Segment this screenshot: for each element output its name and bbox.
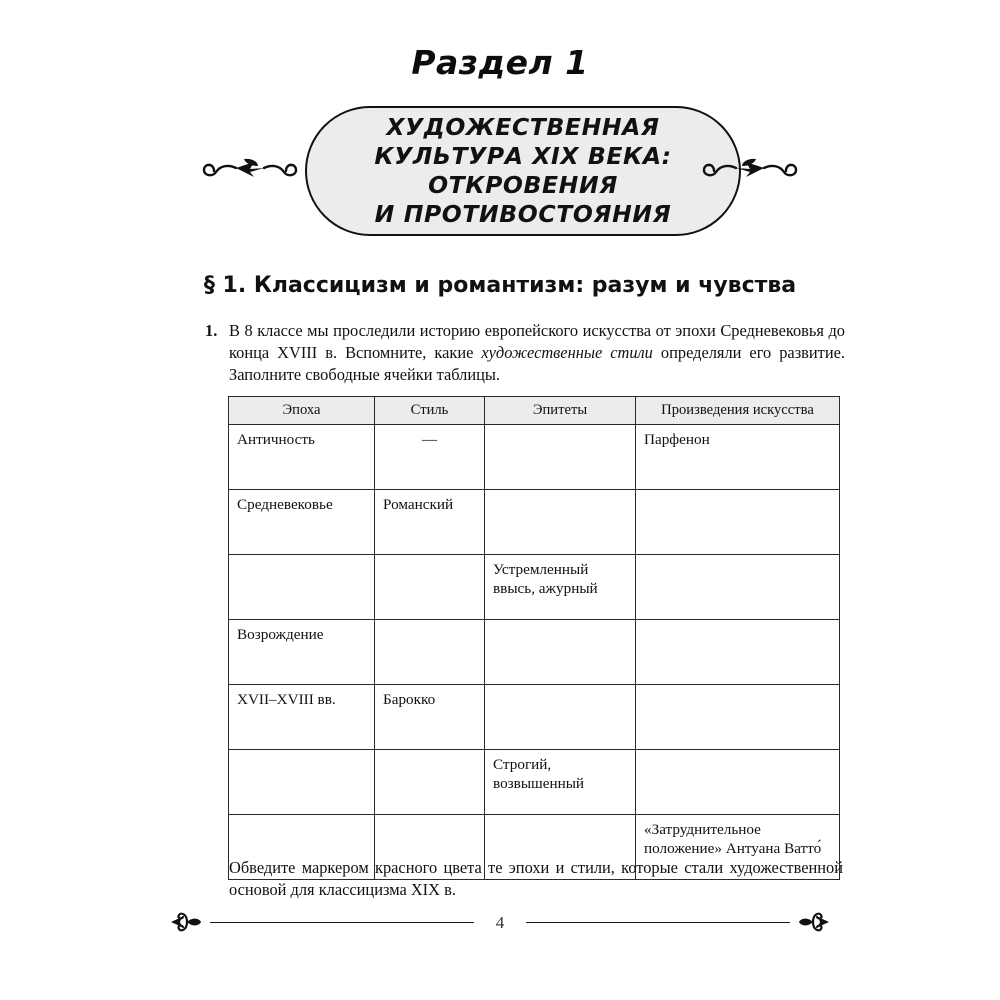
cell-epoch[interactable]: Средневековье (229, 490, 375, 555)
paragraph-heading: § 1. Классицизм и романтизм: разум и чувства (203, 273, 797, 298)
task-text (229, 320, 845, 385)
cell-style[interactable]: Барокко (375, 685, 485, 750)
cell-style[interactable]: Романский (375, 490, 485, 555)
page-number: 4 (495, 912, 505, 932)
styles-table (228, 396, 840, 880)
table-row (229, 555, 840, 620)
section-label: Раздел 1 (411, 43, 589, 82)
column-header-epithets: Эпитеты (485, 397, 636, 425)
table-header-row (229, 397, 840, 425)
cell-style[interactable] (375, 750, 485, 815)
footer-rule-left (210, 922, 474, 923)
cell-epithets[interactable]: Устремленный ввысь, ажурный (485, 555, 636, 620)
task-number: 1. (205, 321, 218, 340)
task-text-part-1: В 8 классе мы проследили историю европейского искусства от эпохи Средневековья до конца XVIII в. Вспомните, какие (229, 321, 845, 362)
cell-epoch[interactable]: Возрождение (229, 620, 375, 685)
cell-epithets[interactable] (485, 620, 636, 685)
cell-works[interactable]: Парфенон (636, 425, 840, 490)
cell-works[interactable] (636, 555, 840, 620)
title-band (0, 104, 1000, 238)
title-line-3: ОТКРОВЕНИЯ (428, 171, 618, 199)
task-item (205, 320, 845, 385)
table-row (229, 750, 840, 815)
cell-epoch[interactable]: Античность (229, 425, 375, 490)
column-header-works: Произведения искусства (636, 397, 840, 425)
cell-works[interactable] (636, 620, 840, 685)
table-row (229, 620, 840, 685)
cell-works[interactable] (636, 490, 840, 555)
cell-style[interactable] (375, 620, 485, 685)
cell-epoch[interactable] (229, 555, 375, 620)
footer-rule-right (526, 922, 790, 923)
cell-epoch[interactable] (229, 750, 375, 815)
vine-flourish-ornament-icon (796, 905, 830, 939)
cell-works[interactable] (636, 685, 840, 750)
cell-epithets[interactable] (485, 425, 636, 490)
chapter-title-box (305, 106, 741, 236)
table-row (229, 425, 840, 490)
table-row (229, 490, 840, 555)
task-text-emphasis: художественные стили (481, 342, 653, 362)
cell-epithets[interactable] (485, 685, 636, 750)
chapter-title-text (362, 113, 683, 230)
vine-flourish-ornament-icon (170, 905, 204, 939)
cell-style[interactable]: — (375, 425, 485, 490)
cell-epithets[interactable]: Строгий, возвышенный (485, 750, 636, 815)
task-text-part-2: определяли его развитие. Заполните свободные ячейки таблицы. (229, 342, 845, 384)
title-line-4: И ПРОТИВОСТОЯНИЯ (374, 200, 672, 229)
leaf-scroll-flourish-icon (200, 149, 300, 193)
cell-epithets[interactable] (485, 490, 636, 555)
footer-rule-group (170, 905, 830, 939)
title-line-1: ХУДОЖЕСТВЕННАЯ (386, 112, 660, 141)
closing-instruction: Обведите маркером красного цвета те эпохи и стили, которые стали художественной основой для классицизма XIX в. (229, 858, 843, 899)
cell-works[interactable] (636, 750, 840, 815)
cell-style[interactable] (375, 555, 485, 620)
table-row (229, 685, 840, 750)
title-line-2: КУЛЬТУРА XIX ВЕКА: (374, 141, 672, 170)
column-header-epoch: Эпоха (229, 397, 375, 425)
page-footer (0, 902, 1000, 942)
column-header-style: Стиль (375, 397, 485, 425)
leaf-scroll-flourish-icon (700, 149, 800, 193)
cell-epoch[interactable]: XVII–XVIII вв. (229, 685, 375, 750)
cell-works[interactable]: «Затруднительное положение» Антуана Ватто́ (636, 815, 840, 880)
